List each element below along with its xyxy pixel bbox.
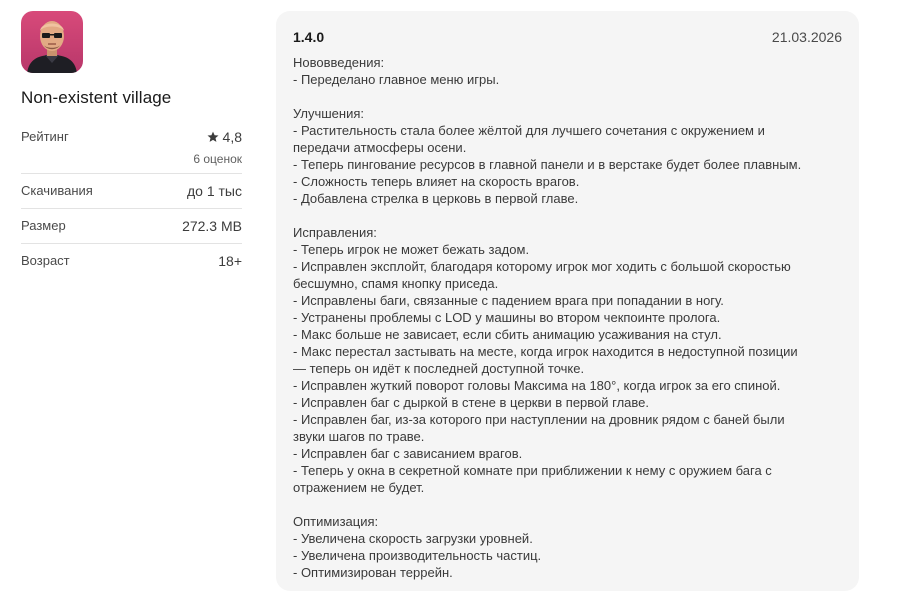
release-note-line: бесшумно, спамя кнопку приседа. <box>293 276 499 291</box>
release-note-line: - Устранены проблемы с LOD у машины во втором чекпоинте пролога. <box>293 310 721 325</box>
release-note-line: - Увеличена скорость загрузки уровней. <box>293 531 533 546</box>
stat-downloads-label: Скачивания <box>21 183 93 198</box>
app-stats <box>21 121 242 279</box>
release-note-line: - Исправлены баги, связанные с падением врага при попадании в ногу. <box>293 293 724 308</box>
stat-downloads <box>21 174 242 209</box>
release-section-title: Исправления: <box>293 225 377 240</box>
release-note-line: - Теперь у окна в секретной комнате при приближении к нему с оружием бага с <box>293 463 772 478</box>
stat-rating-label: Рейтинг <box>21 129 69 144</box>
release-note-line: передачи атмосферы осени. <box>293 140 467 155</box>
stat-size-value: 272.3 MB <box>182 218 242 234</box>
release-note-line: - Теперь игрок не может бежать задом. <box>293 242 530 257</box>
release-section <box>293 54 842 88</box>
release-header <box>293 28 842 46</box>
release-section-title: Улучшения: <box>293 106 364 121</box>
release-note-line: - Макс перестал застывать на месте, когда игрок находится в недоступной позиции <box>293 344 798 359</box>
stat-rating-count: 6 оценок <box>193 152 242 166</box>
stat-rating <box>21 121 242 174</box>
stat-age-value: 18+ <box>218 253 242 269</box>
release-note-line: - Теперь пингование ресурсов в главной панели и в верстаке будет более плавным. <box>293 157 802 172</box>
release-section-title: Нововведения: <box>293 55 385 70</box>
release-note-line: - Переделано главное меню игры. <box>293 72 500 87</box>
release-note-line: - Растительность стала более жёлтой для лучшего сочетания с окружением и <box>293 123 765 138</box>
release-note-line: — теперь он идёт к последней доступной точке. <box>293 361 585 376</box>
stat-rating-value: 4,8 <box>222 129 242 145</box>
release-notes-card <box>276 11 859 591</box>
release-note-line: - Исправлен эксплойт, благодаря которому игрок мог ходить с большой скоростью <box>293 259 791 274</box>
star-icon <box>207 131 219 143</box>
release-section <box>293 105 842 207</box>
stat-age-label: Возраст <box>21 253 70 268</box>
release-date: 21.03.2026 <box>771 29 842 45</box>
stat-downloads-value: до 1 тыс <box>187 183 242 199</box>
release-note-line: - Увеличена производительность частиц. <box>293 548 542 563</box>
app-title: Non-existent village <box>21 88 172 107</box>
release-note-line: - Исправлен баг с зависанием врагов. <box>293 446 523 461</box>
app-info-sidebar <box>21 11 242 279</box>
release-section <box>293 513 842 581</box>
release-section-title: Оптимизация: <box>293 514 379 529</box>
release-section <box>293 224 842 496</box>
release-note-line: - Добавлена стрелка в церковь в первой главе. <box>293 191 579 206</box>
stat-age <box>21 244 242 279</box>
release-version: 1.4.0 <box>293 29 325 45</box>
release-note-line: - Исправлен баг с дыркой в стене в церкви в первой главе. <box>293 395 650 410</box>
release-notes-body <box>293 54 842 581</box>
release-note-line: - Исправлен жуткий поворот головы Максима на 180°, когда игрок за его спиной. <box>293 378 781 393</box>
stat-size-label: Размер <box>21 218 66 233</box>
release-note-line: - Исправлен баг, из-за которого при наступлении на дровник рядом с баней были <box>293 412 785 427</box>
stat-rating-main <box>193 129 242 145</box>
stat-rating-value-group <box>193 129 242 166</box>
release-note-line: - Оптимизирован террейн. <box>293 565 453 580</box>
release-note-line: - Макс больше не зависает, если сбить анимацию усаживания на стул. <box>293 327 722 342</box>
app-icon[interactable] <box>21 11 83 73</box>
release-note-line: отражением не будет. <box>293 480 425 495</box>
release-note-line: звуки шагов по траве. <box>293 429 425 444</box>
release-note-line: - Сложность теперь влияет на скорость врагов. <box>293 174 580 189</box>
stat-size <box>21 209 242 244</box>
